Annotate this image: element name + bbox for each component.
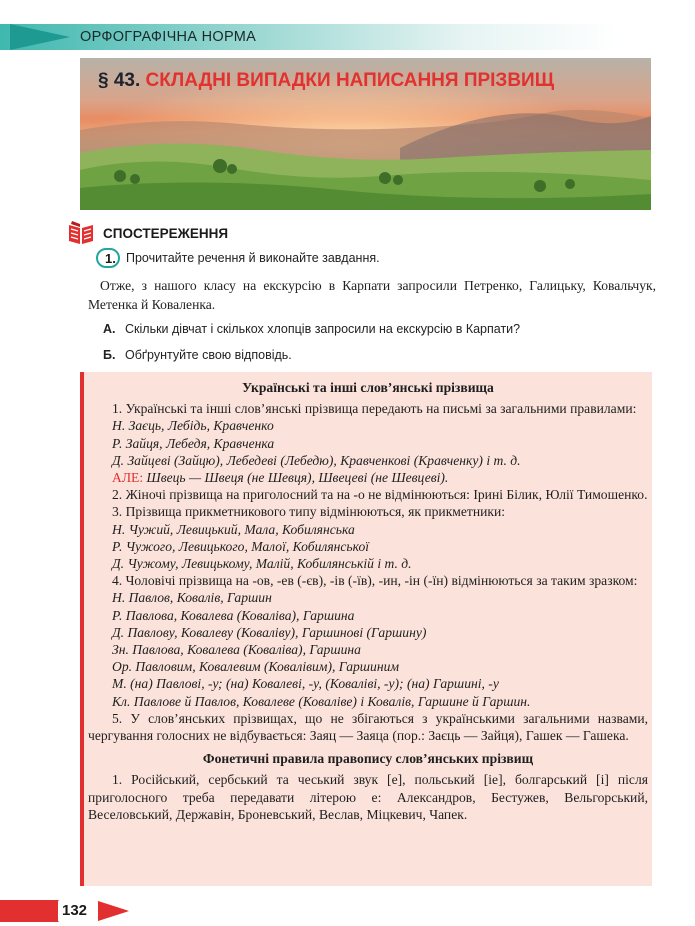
page-number: 132: [62, 902, 88, 919]
rule-3: 3. Прізвища прикметникового типу відмінюються, як прикметники:: [112, 504, 506, 520]
rule-3-dative: Д. Чужому, Левицькому, Малій, Кобилянській і т. д.: [112, 556, 412, 572]
question-b-letter: Б.: [103, 348, 116, 362]
exception-text: Швець — Швеця (не Шевця), Швецеві (не Шевцеві).: [143, 470, 449, 486]
section-label: ОРФОГРАФІЧНА НОРМА: [80, 29, 257, 45]
rule-5: 5. У слов’янських прізвищах, що не збігаються з українськими загальними назвами, чергування голосних не відбувається: Заяц — Заяца (пор.: Заєць — Зайця), Гашек — Гашека.: [88, 710, 648, 744]
rule-3-genitive: Р. Чужого, Левицького, Малої, Кобилянської: [112, 538, 370, 554]
rule-4-dative: Д. Павлову, Ковалеву (Коваліву), Гаршинові (Гаршину): [112, 624, 427, 640]
question-b-text: Обґрунтуйте свою відповідь.: [125, 348, 292, 362]
paragraph-name: СКЛАДНІ ВИПАДКИ НАПИСАННЯ ПРІЗВИЩ: [145, 70, 555, 91]
paragraph-title: [98, 70, 554, 92]
rule-1-genitive: Р. Зайця, Лебедя, Кравченка: [112, 435, 275, 451]
rule-4-accusative: Зн. Павлова, Ковалева (Коваліва), Гаршина: [112, 642, 361, 658]
rule-4-vocative: Кл. Павлове й Павлов, Ковалеве (Коваліве) і Ковалів, Гаршине й Гаршин.: [112, 693, 531, 709]
exception-marker: АЛЕ:: [112, 470, 144, 486]
question-a: [103, 322, 520, 336]
header-arrow-decoration: [10, 24, 70, 50]
rule-content: [88, 379, 648, 823]
task-number: 1.: [105, 251, 116, 266]
rule-4-genitive: Р. Павлова, Ковалева (Коваліва), Гаршина: [112, 607, 355, 623]
question-a-text: Скільки дівчат і скількох хлопців запросили на екскурсію в Карпати?: [125, 322, 521, 336]
rule-heading-slavic-surnames: Українські та інші слов’янські прізвища: [242, 380, 494, 395]
question-a-letter: А.: [103, 322, 116, 336]
example-sentence: Отже, з нашого класу на екскурсію в Карпати запросили Петренко, Галицьку, Ковальчук, Метенка й Коваленка.: [88, 278, 656, 312]
question-b: [103, 348, 292, 362]
page-number-tab-tip: [95, 900, 129, 922]
paragraph-number: § 43.: [98, 70, 141, 91]
rule-1-dative: Д. Зайцеві (Зайцю), Лебедеві (Лебедю), Кравченкові (Кравченку) і т. д.: [112, 452, 521, 468]
phonetic-rule-1: 1. Російський, сербський та чеський звук [е], польський [іе], болгарський [і] після приголосного треба передавати літерою е: Александров, Бестужев, Вельгорський, Веселовський, Державін, Броневський, Веслав, Міцкевич, Чапек.: [88, 772, 648, 822]
rule-2: 2. Жіночі прізвища на приголосний та на -о не відмінюються: Ірині Білик, Юлії Тимошенко.: [112, 487, 648, 503]
rule-box-stripe: [80, 372, 84, 886]
observation-heading: СПОСТЕРЕЖЕННЯ: [103, 226, 229, 241]
open-book-icon: [66, 217, 96, 247]
rule-1-exception: [88, 469, 648, 486]
task-number-badge: [96, 248, 120, 268]
rule-4-nominative: Н. Павлов, Ковалів, Гаршин: [112, 590, 272, 606]
rule-4: 4. Чоловічі прізвища на -ов, -ев (-єв), -ів (-їв), -ин, -ін (-їн) відмінюються за таким зразком:: [112, 573, 638, 589]
rule-4-instrumental: Ор. Павловим, Ковалевим (Ковалівим), Гаршиним: [112, 659, 400, 675]
rule-4-locative: М. (на) Павлові, -у; (на) Ковалеві, -у, (Коваліві, -у); (на) Гаршині, -у: [112, 676, 499, 692]
task-instruction: Прочитайте речення й виконайте завдання.: [126, 251, 380, 265]
rule-1: 1. Українські та інші слов’янські прізвища передають на письмі за загальними правилами:: [112, 401, 637, 417]
rule-1-nominative: Н. Заєць, Лебідь, Кравченко: [112, 418, 274, 434]
rule-heading-phonetic: Фонетичні правила правопису слов’янських прізвищ: [202, 751, 534, 767]
rule-3-nominative: Н. Чужий, Левицький, Мала, Кобилянська: [112, 521, 355, 537]
